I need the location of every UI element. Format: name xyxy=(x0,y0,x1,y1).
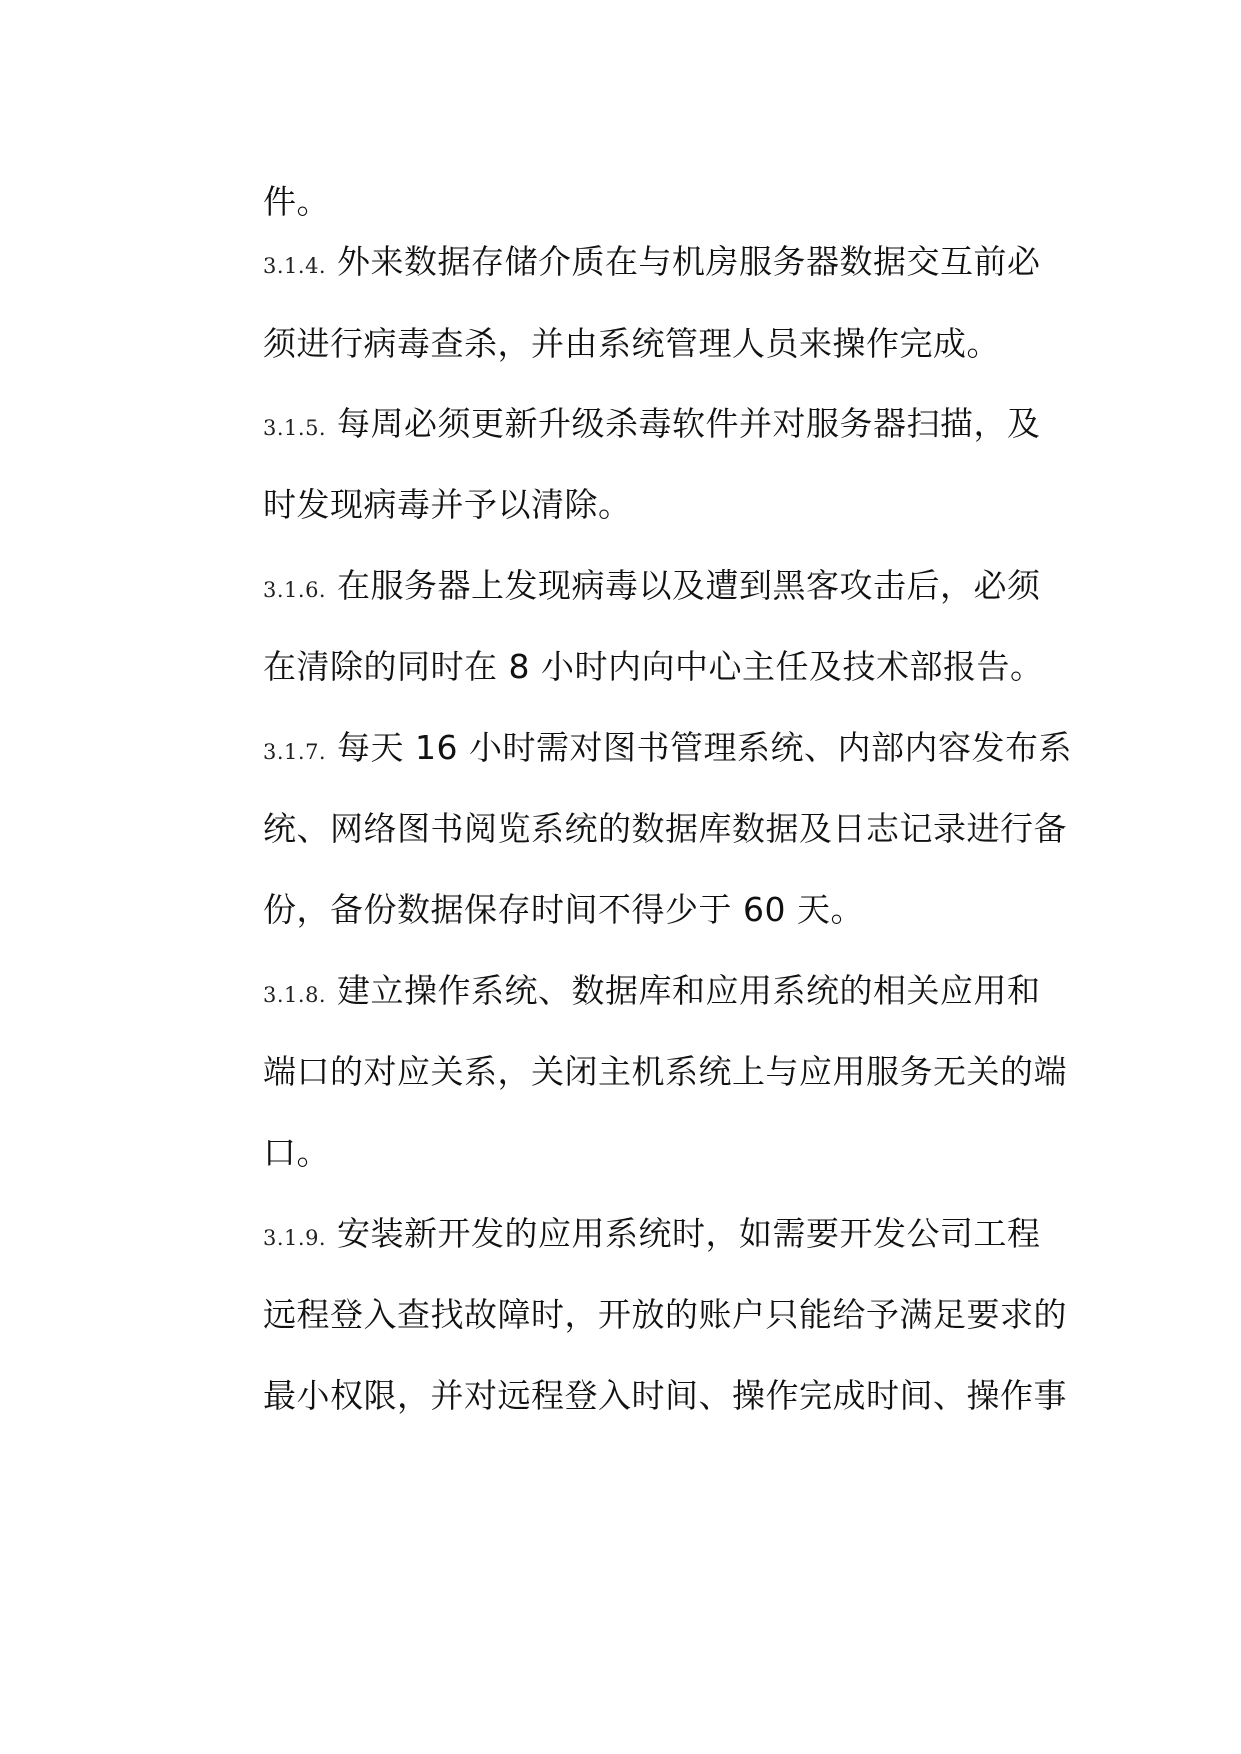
item-text: 每周必须更新升级杀毒软件并对服务器扫描，及 xyxy=(337,404,1041,443)
item-3-1-7-line-2: 统、网络图书阅览系统的数据库数据及日志记录进行备 xyxy=(263,809,1067,848)
item-3-1-5-line-2: 时发现病毒并予以清除。 xyxy=(263,485,632,524)
item-3-1-7-line-3: 份，备份数据保存时间不得少于 60 天。 xyxy=(263,890,864,929)
continuation-line: 件。 xyxy=(263,182,330,221)
item-3-1-9-first-line xyxy=(263,1204,1063,1264)
item-text: 在服务器上发现病毒以及遭到黑客攻击后，必须 xyxy=(337,566,1041,605)
item-3-1-8-line-3: 口。 xyxy=(263,1133,330,1172)
item-3-1-8-first-line xyxy=(263,961,1063,1021)
item-number: 3.1.9. xyxy=(263,1226,327,1250)
item-number: 3.1.5. xyxy=(263,416,327,440)
item-text: 建立操作系统、数据库和应用系统的相关应用和 xyxy=(337,971,1041,1010)
item-3-1-9-line-2: 远程登入查找故障时，开放的账户只能给予满足要求的 xyxy=(263,1295,1067,1334)
item-3-1-4-line-2: 须进行病毒查杀，并由系统管理人员来操作完成。 xyxy=(263,324,1000,363)
item-number: 3.1.4. xyxy=(263,254,327,278)
item-3-1-9-line-3: 最小权限，并对远程登入时间、操作完成时间、操作事 xyxy=(263,1376,1067,1415)
item-number: 3.1.8. xyxy=(263,983,327,1007)
item-3-1-4-first-line xyxy=(263,232,1063,292)
item-number: 3.1.7. xyxy=(263,740,327,764)
item-3-1-8-line-2: 端口的对应关系，关闭主机系统上与应用服务无关的端 xyxy=(263,1052,1067,1091)
item-text: 每天 16 小时需对图书管理系统、内部内容发布系 xyxy=(337,728,1072,767)
item-text: 外来数据存储介质在与机房服务器数据交互前必 xyxy=(337,242,1041,281)
item-3-1-6-first-line xyxy=(263,556,1063,616)
item-3-1-6-line-2: 在清除的同时在 8 小时内向中心主任及技术部报告。 xyxy=(263,647,1044,686)
item-number: 3.1.6. xyxy=(263,578,327,602)
item-3-1-7-first-line xyxy=(263,718,1072,778)
item-3-1-5-first-line xyxy=(263,394,1063,454)
item-text: 安装新开发的应用系统时，如需要开发公司工程 xyxy=(337,1214,1041,1253)
